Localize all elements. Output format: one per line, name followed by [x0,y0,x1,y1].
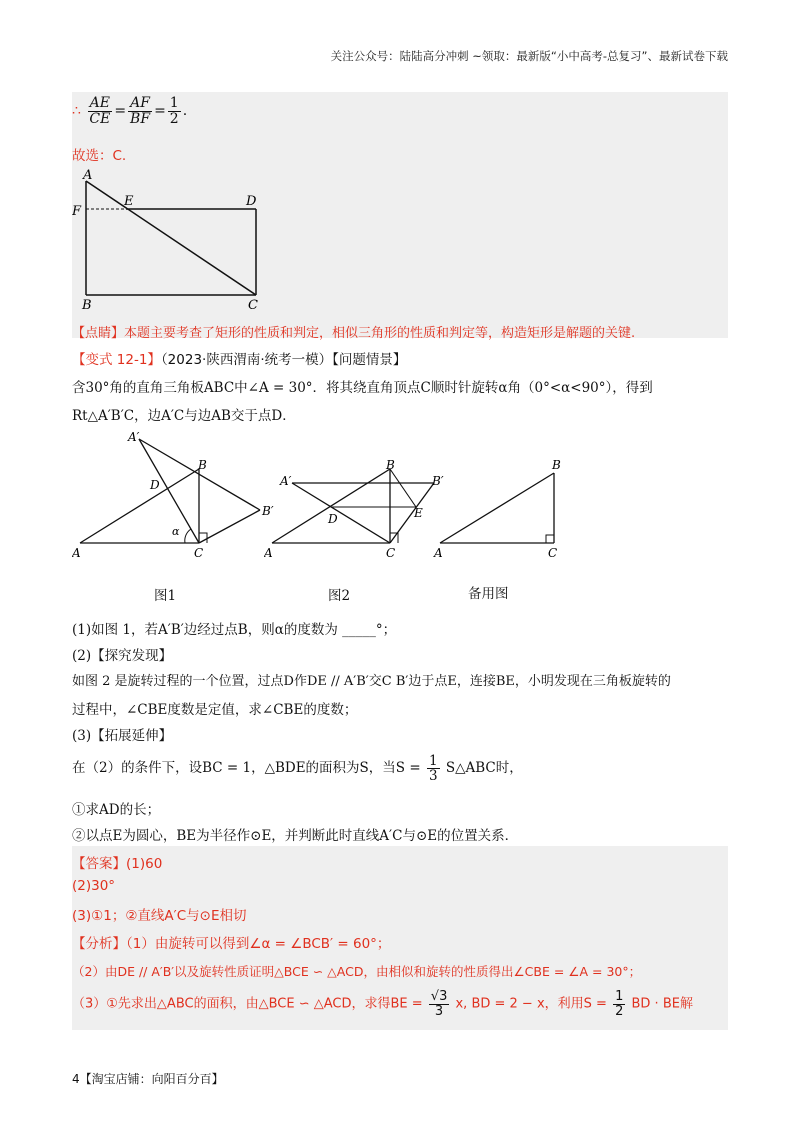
answer-line-1: 【答案】(1)60 [72,856,163,872]
fig2-A-prime: A′ [280,474,292,488]
therefore-symbol: ∴ [72,103,81,120]
fig2-C: C [386,546,396,560]
comment-text: 【点睛】本题主要考查了矩形的性质和判定，相似三角形的性质和判定等，构造矩形是解题的关键. [72,326,636,341]
figure-1 [72,425,282,565]
fig1-A: A [72,546,81,560]
question-1: (1)如图 1，若A′B′边经过点B，则α的度数为 _____°； [72,622,397,638]
fig1-D: D [150,478,160,492]
analysis-line-1: 【分析】（1）由旋转可以得到∠α = ∠BCB′ = 60°； [72,936,391,952]
fig2-B-prime: B′ [432,474,444,488]
figure-2-caption: 图2 [328,588,351,604]
answer-line-3: (3)①1；②直线A′C与⊙E相切 [72,908,247,924]
fig2-E: E [414,506,423,520]
fraction-sqrt3-over-3: $\frac{√3}{3}$ [430,989,448,1019]
fig2-B: B [386,458,395,472]
fig2-A: A [264,546,273,560]
question-2-line-2: 过程中，∠CBE度数是定值，求∠CBE的度数； [72,702,358,718]
fig2-D: D [328,512,338,526]
variant-tag: 【变式 12-1】 [72,352,161,368]
question-2-line-1: 如图 2 是旋转过程的一个位置，过点D作DE // A′B′交C B′边于点E，连接BE，小明发现在三角板旋转的 [72,674,671,689]
rectangle-figure [72,165,272,315]
label-A: A [83,168,93,183]
question-3a: ①求AD的长； [72,802,161,818]
fig1-C: C [194,546,204,560]
problem-heading [72,348,406,368]
fraction-one-half-2: $\frac{1}{2}$ [615,989,624,1019]
label-E: E [124,194,134,209]
page-footer: 4【淘宝店铺：向阳百分百】 [72,1072,224,1086]
problem-line-1: 含30°角的直角三角板ABC中∠A = 30°．将其绕直角顶点C顺时针旋转α角（0°<α<90°），得到 [72,380,653,396]
label-F: F [72,204,82,219]
problem-line-2: Rt△A′B′C，边A′C与边AB交于点D． [72,408,296,424]
analysis-line-2: （2）由DE // A′B′以及旋转性质证明△BCE ∽ △ACD，由相似和旋转的性质得出∠CBE = ∠A = 30°； [72,964,642,979]
figure-2 [264,455,454,565]
fraction-one-half: $\frac{1}{2}$ [169,95,179,127]
question-3-heading: (3)【拓展延伸】 [72,728,173,744]
fig1-B: B [198,458,207,472]
label-C: C [248,298,258,313]
problem-source: （2023·陕西渭南·统考一模）【问题情景】 [160,352,407,368]
fig3-A: A [434,546,443,560]
fig3-C: C [548,546,558,560]
label-B: B [82,298,92,313]
figure-1-caption: 图1 [154,588,177,604]
fig1-alpha: α [172,525,180,538]
figure-3 [432,455,582,565]
fraction-one-third: $\frac{1}{3}$ [428,753,438,785]
choice-text: 故选：C. [72,148,127,164]
answer-line-2: (2)30° [72,878,116,894]
fig3-B: B [552,458,561,472]
ratio-equation: ∴ $\frac{AE}{CE}$ = $\frac{AF}{BF}$ = $\frac{1}{2}$ . [72,95,188,127]
page-header: 关注公众号：陆陆高分冲刺 ~领取：最新版“小中高考-总复习”、最新试卷下载 [330,49,728,63]
fraction-af-bf: $\frac{AF}{BF}$ [130,95,151,127]
fraction-ae-ce: $\frac{AE}{CE}$ [89,95,111,127]
fig1-A-prime: A′ [128,430,140,444]
figure-3-caption: 备用图 [468,586,509,602]
question-3b: ②以点E为圆心，BE为半径作⊙E，并判断此时直线A′C与⊙E的位置关系． [72,828,519,844]
fig1-B-prime: B′ [262,504,274,518]
question-3-line-1: 在（2）的条件下，设BC = 1，△BDE的面积为S，当S = $\frac{1}{3}$ S△ABC时， [72,753,523,785]
analysis-line-3: （3）①先求出△ABC的面积，由△BCE ∽ △ACD，求得BE = $\frac{√3}{3}$ x, BD = 2 − x，利用S = $\frac{1}{2}$ BD · BE解 [72,989,693,1019]
label-D: D [246,194,257,209]
question-2-heading: (2)【探究发现】 [72,648,173,664]
